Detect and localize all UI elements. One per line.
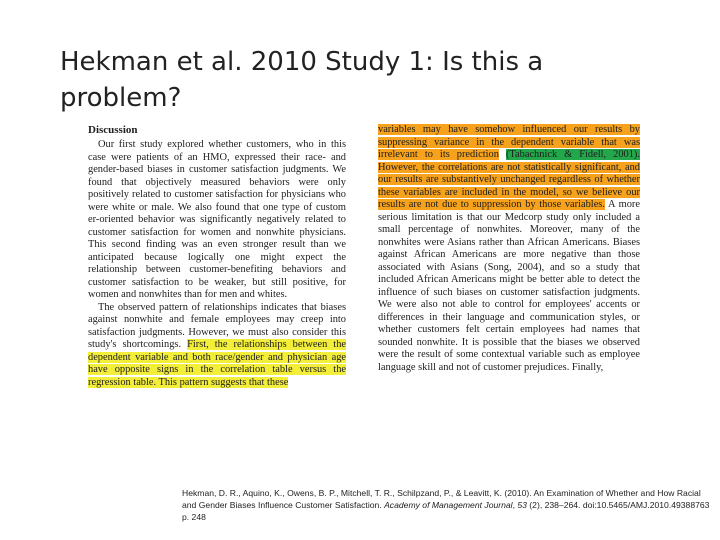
citation-journal: Academy of Management Journal [384, 500, 513, 510]
discussion-paragraph-2 [88, 302, 346, 390]
paragraph-2-text: The observed pattern of relationships indicates that biases against nonwhite and female employees may creep into satisfaction judgments. However, we must also consider this study's shortcomings. [88, 301, 346, 350]
highlighted-text-yellow: First, the relationships between the dependent variable and both race/gender and physician age have opposite signs in the correlation table versus the regression table. This pattern suggests that these [88, 339, 346, 388]
right-column-text: A more serious limitation is that our Medcorp study only included a small percentage of nonwhites. Moreover, many of the nonwhites were Asians rather than African Americans. Biases against African Americans are more negative than those associated with Asians (Song, 2004), and so a study that included African Americans might be better able to detect the influence of such biases on customer satisfaction judgments. We were also not able to control for employees' accents or differences in their language and communication styles, or whether customers felt certain employees had names that sounded nonwhite. It is possible that the biases we observed were the result of some contextual variable such as employee language skill and not of customer prejudices. Finally, [378, 199, 640, 373]
slide-title: Hekman et al. 2010 Study 1: Is this a problem? [60, 47, 544, 113]
citation-pages-doi: (2), 238–264. doi:10.5465/AMJ.2010.49388763 p. 248 [182, 500, 710, 522]
highlighted-text-orange-2: However, the correlations are not statistically significant, and our results are substantively unchanged regardless of whether these variables are included in the model, so we believe our results are not due to suppression by those variables. [378, 161, 640, 210]
citation-volume: 53 [517, 500, 527, 510]
discussion-heading: Discussion [88, 124, 138, 136]
discussion-paragraph-1: Our first study explored whether customers, who in this case were patients of an HMO, expressed their race- and gender-based biases in customer satisfaction judgments. We found that objectively measured behaviors were only positively related to customer satisfaction for physicians who were white or male. We also found that one type of custom er-oriented behavior was significantly negatively related to customer satisfaction for women and nonwhite physicians. This second finding was an even stronger result than we anticipated because logically one might expect the relationship between customer-benefiting behaviors and customer satisfaction to be weaker, but still positive, for women and nonwhites than for men and whites. [88, 139, 346, 300]
reference-citation: Hekman, D. R., Aquino, K., Owens, B. P., Mitchell, T. R., Schilpzand, P., & Leavitt, K. (2010). An Examination of Whether and How Racial and Gender Biases Influence Customer Satisfaction. Academy of Management Journal, 53 (2), 238–264. doi:10.5465/AMJ.2010.49388763 p. 248 [182, 488, 710, 522]
citation-authors: Hekman, D. R., Aquino, K., Owens, B. P., Mitchell, T. R., Schilpzand, P., & Leavitt, K. (2010). An Examination of Whether and How Racial and Gender Biases Influence Customer Satisfaction. [182, 488, 701, 510]
scanned-article-right-column [378, 124, 640, 374]
highlighted-citation-green: (Tabachnick & Fidell, 2001). [505, 149, 640, 160]
right-column-paragraph [378, 124, 640, 374]
highlighted-text-orange-1: variables may have somehow influenced our results by suppressing variance in the dependent variable that was irrelevant to its prediction [378, 124, 640, 160]
scanned-article-left-column [88, 124, 346, 389]
